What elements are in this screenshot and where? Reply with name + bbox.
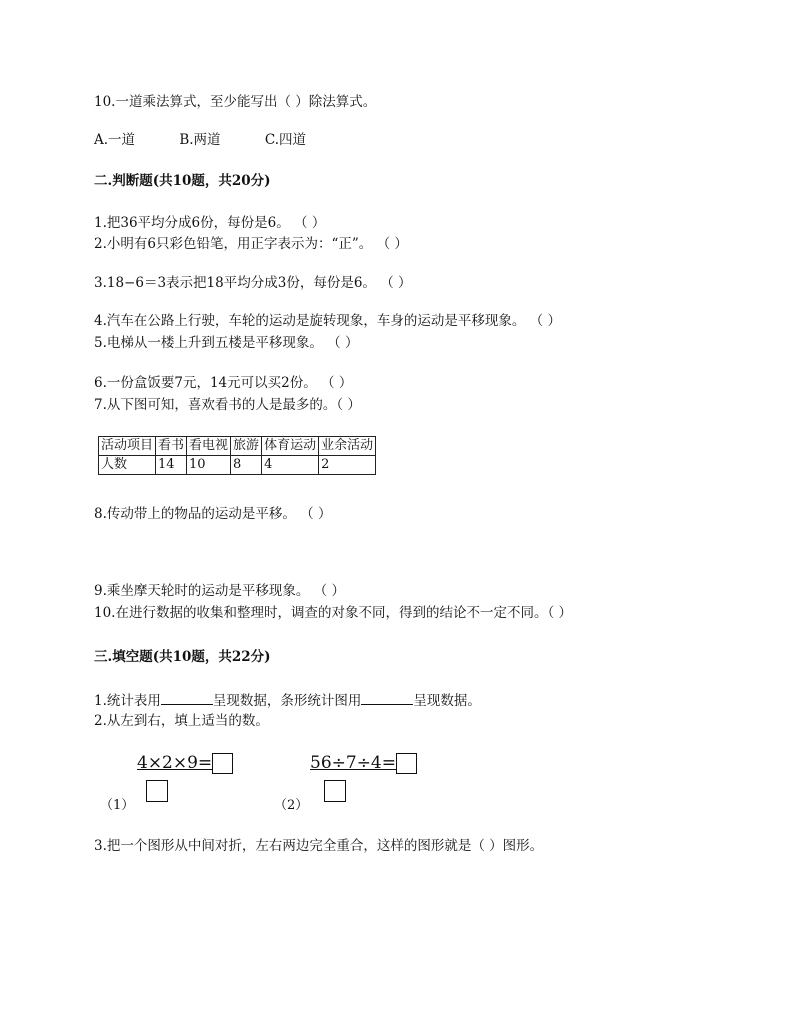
table-cell: 4 [262,456,319,475]
section-3-title: 三.填空题(共10题，共22分) [94,649,271,665]
judge-item-4: 4.汽车在公路上行驶，车轮的运动是旋转现象，车身的运动是平移现象。 （ ） [94,313,561,329]
section-2-title: 二.判断题(共10题，共20分) [94,173,271,189]
table-cell: 14 [156,456,187,475]
table-cell: 看书 [156,437,187,456]
judge-item-1: 1.把36平均分成6份，每份是6。 （ ） [94,215,326,231]
table-cell: 业余活动 [319,437,376,456]
fill-item-2: 2.从左到右，填上适当的数。 [94,713,269,729]
table-cell: 2 [319,456,376,475]
table-cell: 体育运动 [262,437,319,456]
expression-2 [310,753,417,774]
fill-item-1-part3: 呈现数据。 [413,693,481,709]
table-header-row [99,437,376,456]
label-2: （2） [274,798,309,813]
table-cell: 看电视 [187,437,231,456]
answer-box[interactable] [396,753,417,774]
fill-item-1-part1: 1.统计表用 [94,693,161,709]
table-cell: 10 [187,456,231,475]
fill-item-1 [94,690,481,710]
judge-item-2: 2.小明有6只彩色铅笔，用正字表示为：“正”。 （ ） [94,236,408,252]
option-b: B.两道 [179,132,221,148]
table-cell: 人数 [99,456,156,475]
table-cell: 活动项目 [99,437,156,456]
judge-item-5: 5.电梯从一楼上升到五楼是平移现象。 （ ） [94,335,359,351]
judge-item-8: 8.传动带上的物品的运动是平移。 （ ） [94,506,332,522]
answer-box[interactable] [324,780,346,802]
judge-item-6: 6.一份盒饭要7元，14元可以买2份。 （ ） [94,375,353,391]
judge-item-10: 10.在进行数据的收集和整理时，调查的对象不同，得到的结论不一定不同。（ ） [94,605,573,621]
judge-item-3: 3.18−6＝3表示把18平均分成3份，每份是6。 （ ） [94,275,412,291]
fill-item-1-part2: 呈现数据，条形统计图用 [212,693,362,709]
fill-item-3: 3.把一个图形从中间对折，左右两边完全重合，这样的图形就是（ ）图形。 [94,838,544,854]
expression-1-text: 4×2×9= [137,753,213,773]
table-cell: 旅游 [231,437,262,456]
answer-box[interactable] [212,753,233,774]
table-cell: 8 [231,456,262,475]
answer-blank[interactable] [161,690,213,705]
expression-2-text: 56÷7÷4= [310,753,396,773]
answer-blank[interactable] [361,690,413,705]
label-1: （1） [100,798,135,813]
judge-item-7: 7.从下图可知，喜欢看书的人是最多的。（ ） [94,397,361,413]
expression-1 [137,753,233,774]
question-10-stem: 10.一道乘法算式，至少能写出（ ）除法算式。 [94,94,377,110]
option-a: A.一道 [94,132,136,148]
answer-box[interactable] [146,780,168,802]
table-row [99,456,376,475]
option-c: C.四道 [264,132,306,148]
judge-item-9: 9.乘坐摩天轮时的运动是平移现象。 （ ） [94,583,345,599]
question-10-options [94,131,306,149]
activity-table [98,436,376,475]
